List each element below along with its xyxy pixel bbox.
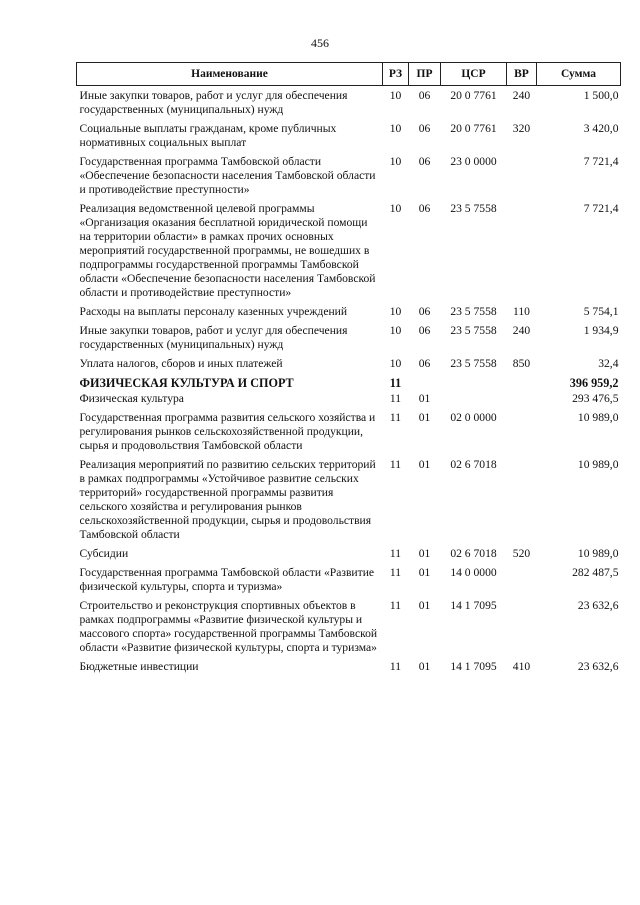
header-vr: ВР <box>507 63 537 86</box>
table-row <box>77 357 621 376</box>
cell-sum: 10 989,0 <box>577 411 619 424</box>
cell-csr: 14 1 7095 <box>450 599 497 612</box>
table-row <box>77 660 621 679</box>
cell-rz: 10 <box>389 89 402 102</box>
cell-vr <box>507 155 537 202</box>
cell-csr: 23 5 7558 <box>450 305 497 318</box>
cell-vr <box>507 376 537 392</box>
cell-csr: 14 0 0000 <box>450 566 497 579</box>
cell-rz: 10 <box>389 324 402 337</box>
cell-sum: 7 721,4 <box>583 202 619 215</box>
table-row <box>77 566 621 599</box>
cell-rz: 11 <box>389 547 402 560</box>
cell-csr: 14 1 7095 <box>450 660 497 673</box>
cell-pr: 06 <box>418 324 431 337</box>
page-number: 456 <box>311 36 329 50</box>
cell-name: Реализация мероприятий по развитию сельских территорий в рамках подпрограммы «Устойчивое развитие сельских территорий» государственной программы развития сельского хозяйства и регулирования рынков сельскохозяйственной продукции, сырья и продовольствия Тамбовской области <box>79 458 376 541</box>
cell-pr: 01 <box>418 547 431 560</box>
table-row <box>77 155 621 202</box>
cell-name: Иные закупки товаров, работ и услуг для обеспечения государственных (муниципальных) нужд <box>79 324 348 351</box>
cell-name: Государственная программа развития сельского хозяйства и регулирования рынков сельскохозяйственной продукции, сырья и продовольствия Тамбовской области <box>79 411 376 452</box>
cell-pr: 01 <box>418 411 431 424</box>
cell-name: Иные закупки товаров, работ и услуг для обеспечения государственных (муниципальных) нужд <box>79 89 348 116</box>
cell-csr: 02 6 7018 <box>450 547 497 560</box>
cell-vr: 410 <box>512 660 531 673</box>
cell-csr: 02 0 0000 <box>450 411 497 424</box>
cell-pr: 01 <box>418 458 431 471</box>
cell-sum: 10 989,0 <box>577 547 619 560</box>
table-row <box>77 305 621 324</box>
table-row <box>77 411 621 458</box>
cell-csr: 20 0 7761 <box>450 122 497 135</box>
cell-vr <box>507 411 537 458</box>
cell-sum: 32,4 <box>598 357 619 370</box>
cell-sum: 1 934,9 <box>583 324 619 337</box>
cell-rz: 10 <box>389 202 402 215</box>
cell-csr <box>441 376 507 392</box>
cell-vr: 240 <box>512 89 531 102</box>
cell-name: Реализация ведомственной целевой программы «Организация оказания бесплатной юридической помощи на территории области» в рамках прочих основных мероприятий государственной программы, не вошедших в подпрограммы государственной программы Тамбовской области «Обеспечение безопасности населения Тамбовской области и противодействие преступности» <box>79 202 376 299</box>
table-row <box>77 122 621 155</box>
cell-rz: 11 <box>389 566 402 579</box>
cell-csr: 23 5 7558 <box>450 324 497 337</box>
table-row <box>77 202 621 305</box>
table-row <box>77 599 621 660</box>
table-row <box>77 547 621 566</box>
cell-sum: 5 754,1 <box>583 305 619 318</box>
cell-vr <box>507 458 537 547</box>
cell-pr: 06 <box>418 305 431 318</box>
table-row <box>77 392 621 411</box>
cell-rz: 10 <box>389 122 402 135</box>
cell-name: ФИЗИЧЕСКАЯ КУЛЬТУРА И СПОРТ <box>79 376 294 390</box>
cell-vr: 320 <box>512 122 531 135</box>
cell-rz: 11 <box>389 660 402 673</box>
cell-csr: 23 5 7558 <box>450 202 497 215</box>
cell-csr: 23 5 7558 <box>450 357 497 370</box>
header-csr: ЦСР <box>441 63 507 86</box>
cell-pr <box>409 376 441 392</box>
cell-pr: 06 <box>418 122 431 135</box>
cell-sum: 23 632,6 <box>577 599 619 612</box>
cell-sum: 282 487,5 <box>572 566 619 579</box>
cell-vr <box>507 202 537 305</box>
cell-rz: 11 <box>389 411 402 424</box>
header-rz: РЗ <box>383 63 409 86</box>
cell-csr: 23 0 0000 <box>450 155 497 168</box>
cell-sum: 1 500,0 <box>583 89 619 102</box>
cell-rz: 11 <box>389 392 402 405</box>
cell-name: Социальные выплаты гражданам, кроме публичных нормативных социальных выплат <box>79 122 337 149</box>
cell-sum: 10 989,0 <box>577 458 619 471</box>
table-row <box>77 376 621 392</box>
cell-sum: 293 476,5 <box>572 392 619 405</box>
table-row <box>77 458 621 547</box>
cell-name: Государственная программа Тамбовской области «Развитие физической культуры, спорта и туризма» <box>79 566 375 593</box>
cell-sum: 7 721,4 <box>583 155 619 168</box>
header-name: Наименование <box>77 63 383 86</box>
cell-pr: 06 <box>418 357 431 370</box>
cell-name: Расходы на выплаты персоналу казенных учреждений <box>79 305 348 318</box>
cell-rz: 11 <box>389 458 402 471</box>
cell-pr: 06 <box>418 202 431 215</box>
header-pr: ПР <box>409 63 441 86</box>
cell-pr: 06 <box>418 155 431 168</box>
cell-vr <box>507 599 537 660</box>
table-body <box>77 86 621 680</box>
cell-name: Государственная программа Тамбовской области «Обеспечение безопасности населения Тамбовской области и противодействие преступности» <box>79 155 376 196</box>
cell-vr: 850 <box>512 357 531 370</box>
cell-vr: 110 <box>513 305 530 318</box>
cell-rz: 10 <box>389 155 402 168</box>
cell-pr: 01 <box>418 566 431 579</box>
table-row <box>77 324 621 357</box>
cell-vr: 520 <box>512 547 531 560</box>
cell-sum: 396 959,2 <box>569 376 619 390</box>
cell-vr <box>507 566 537 599</box>
cell-vr: 240 <box>512 324 531 337</box>
cell-sum: 23 632,6 <box>577 660 619 673</box>
cell-vr <box>507 392 537 411</box>
cell-rz: 11 <box>389 599 402 612</box>
cell-sum: 3 420,0 <box>583 122 619 135</box>
header-sum: Сумма <box>537 63 621 86</box>
cell-name: Строительство и реконструкция спортивных объектов в рамках подпрограммы «Развитие физической культуры и массового спорта» государственной программы Тамбовской области «Развитие физической культуры, спорта и туризма» <box>79 599 378 654</box>
budget-table <box>76 62 621 679</box>
cell-rz: 10 <box>389 357 402 370</box>
cell-name: Физическая культура <box>79 392 184 405</box>
cell-rz: 11 <box>389 376 402 390</box>
cell-pr: 06 <box>418 89 431 102</box>
cell-pr: 01 <box>418 599 431 612</box>
table-row <box>77 86 621 123</box>
cell-rz: 10 <box>389 305 402 318</box>
cell-csr: 02 6 7018 <box>450 458 497 471</box>
cell-pr: 01 <box>418 392 431 405</box>
cell-name: Уплата налогов, сборов и иных платежей <box>79 357 283 370</box>
cell-name: Бюджетные инвестиции <box>79 660 199 673</box>
cell-name: Субсидии <box>79 547 129 560</box>
table-header <box>77 63 621 86</box>
cell-csr: 20 0 7761 <box>450 89 497 102</box>
cell-pr: 01 <box>418 660 431 673</box>
cell-csr <box>441 392 507 411</box>
